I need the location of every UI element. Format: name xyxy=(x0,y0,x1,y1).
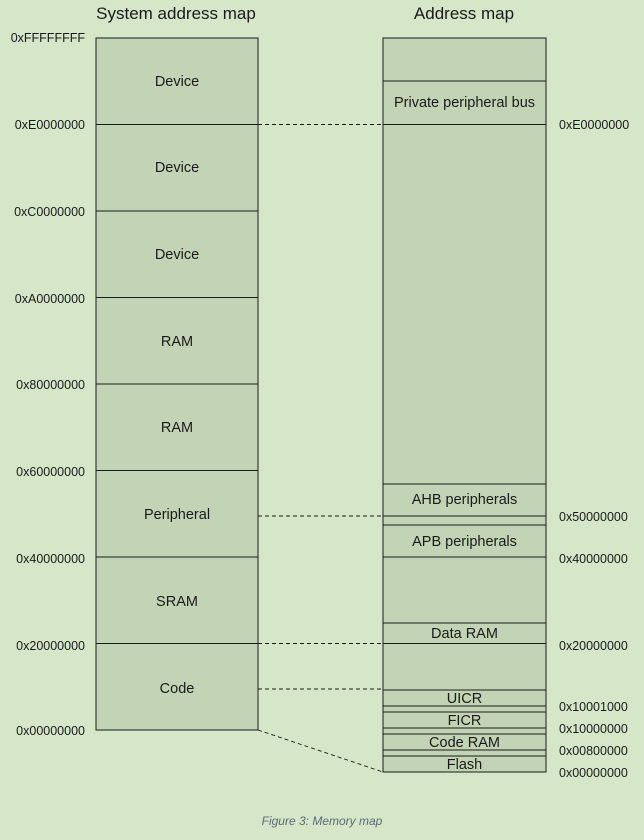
connector-lines xyxy=(258,125,383,773)
address-label: 0x40000000 xyxy=(559,552,628,566)
address-label: 0x20000000 xyxy=(559,639,628,653)
block-label: Private peripheral bus xyxy=(393,95,536,111)
address-label: 0x80000000 xyxy=(16,378,85,392)
address-label: 0x60000000 xyxy=(16,465,85,479)
connector-line xyxy=(258,730,383,772)
block-label: Data RAM xyxy=(431,626,498,642)
region-label-ram: RAM xyxy=(160,420,194,436)
block-label: UICR xyxy=(446,691,483,707)
block-label: FICR xyxy=(447,713,482,729)
block-label: APB peripherals xyxy=(412,534,517,550)
system-address-map-title: System address map xyxy=(96,4,256,23)
region-label-sram: SRAM xyxy=(156,594,198,610)
address-label: 0xFFFFFFFF xyxy=(10,31,85,45)
address-label: 0xE0000000 xyxy=(559,118,630,132)
block-label: AHB peripherals xyxy=(411,492,518,508)
address-label: 0xC0000000 xyxy=(14,205,85,219)
region-label-code: Code xyxy=(159,681,195,697)
region-label-ram: RAM xyxy=(160,334,194,350)
address-label: 0x50000000 xyxy=(559,510,628,524)
address-label: 0x40000000 xyxy=(16,552,85,566)
region-label-device: Device xyxy=(154,160,200,176)
address-label: 0x00000000 xyxy=(16,724,85,738)
address-label: 0xA0000000 xyxy=(14,292,85,306)
address-map-title: Address map xyxy=(413,4,515,23)
region-label-device: Device xyxy=(154,247,200,263)
region-label-peripheral: Peripheral xyxy=(143,507,211,523)
address-map xyxy=(383,38,629,780)
system-address-map xyxy=(11,31,258,738)
address-map-frame xyxy=(383,38,546,772)
address-label: 0x20000000 xyxy=(16,639,85,653)
address-label: 0x10001000 xyxy=(559,700,628,714)
figure-caption: Figure 3: Memory map xyxy=(261,814,383,828)
address-label: 0x00800000 xyxy=(559,744,628,758)
block-label: Flash xyxy=(446,757,483,773)
region-label-device: Device xyxy=(154,74,200,90)
block-label: Code RAM xyxy=(429,735,500,751)
address-label: 0xE0000000 xyxy=(14,118,85,132)
address-label: 0x00000000 xyxy=(559,766,628,780)
address-label: 0x10000000 xyxy=(559,722,628,736)
